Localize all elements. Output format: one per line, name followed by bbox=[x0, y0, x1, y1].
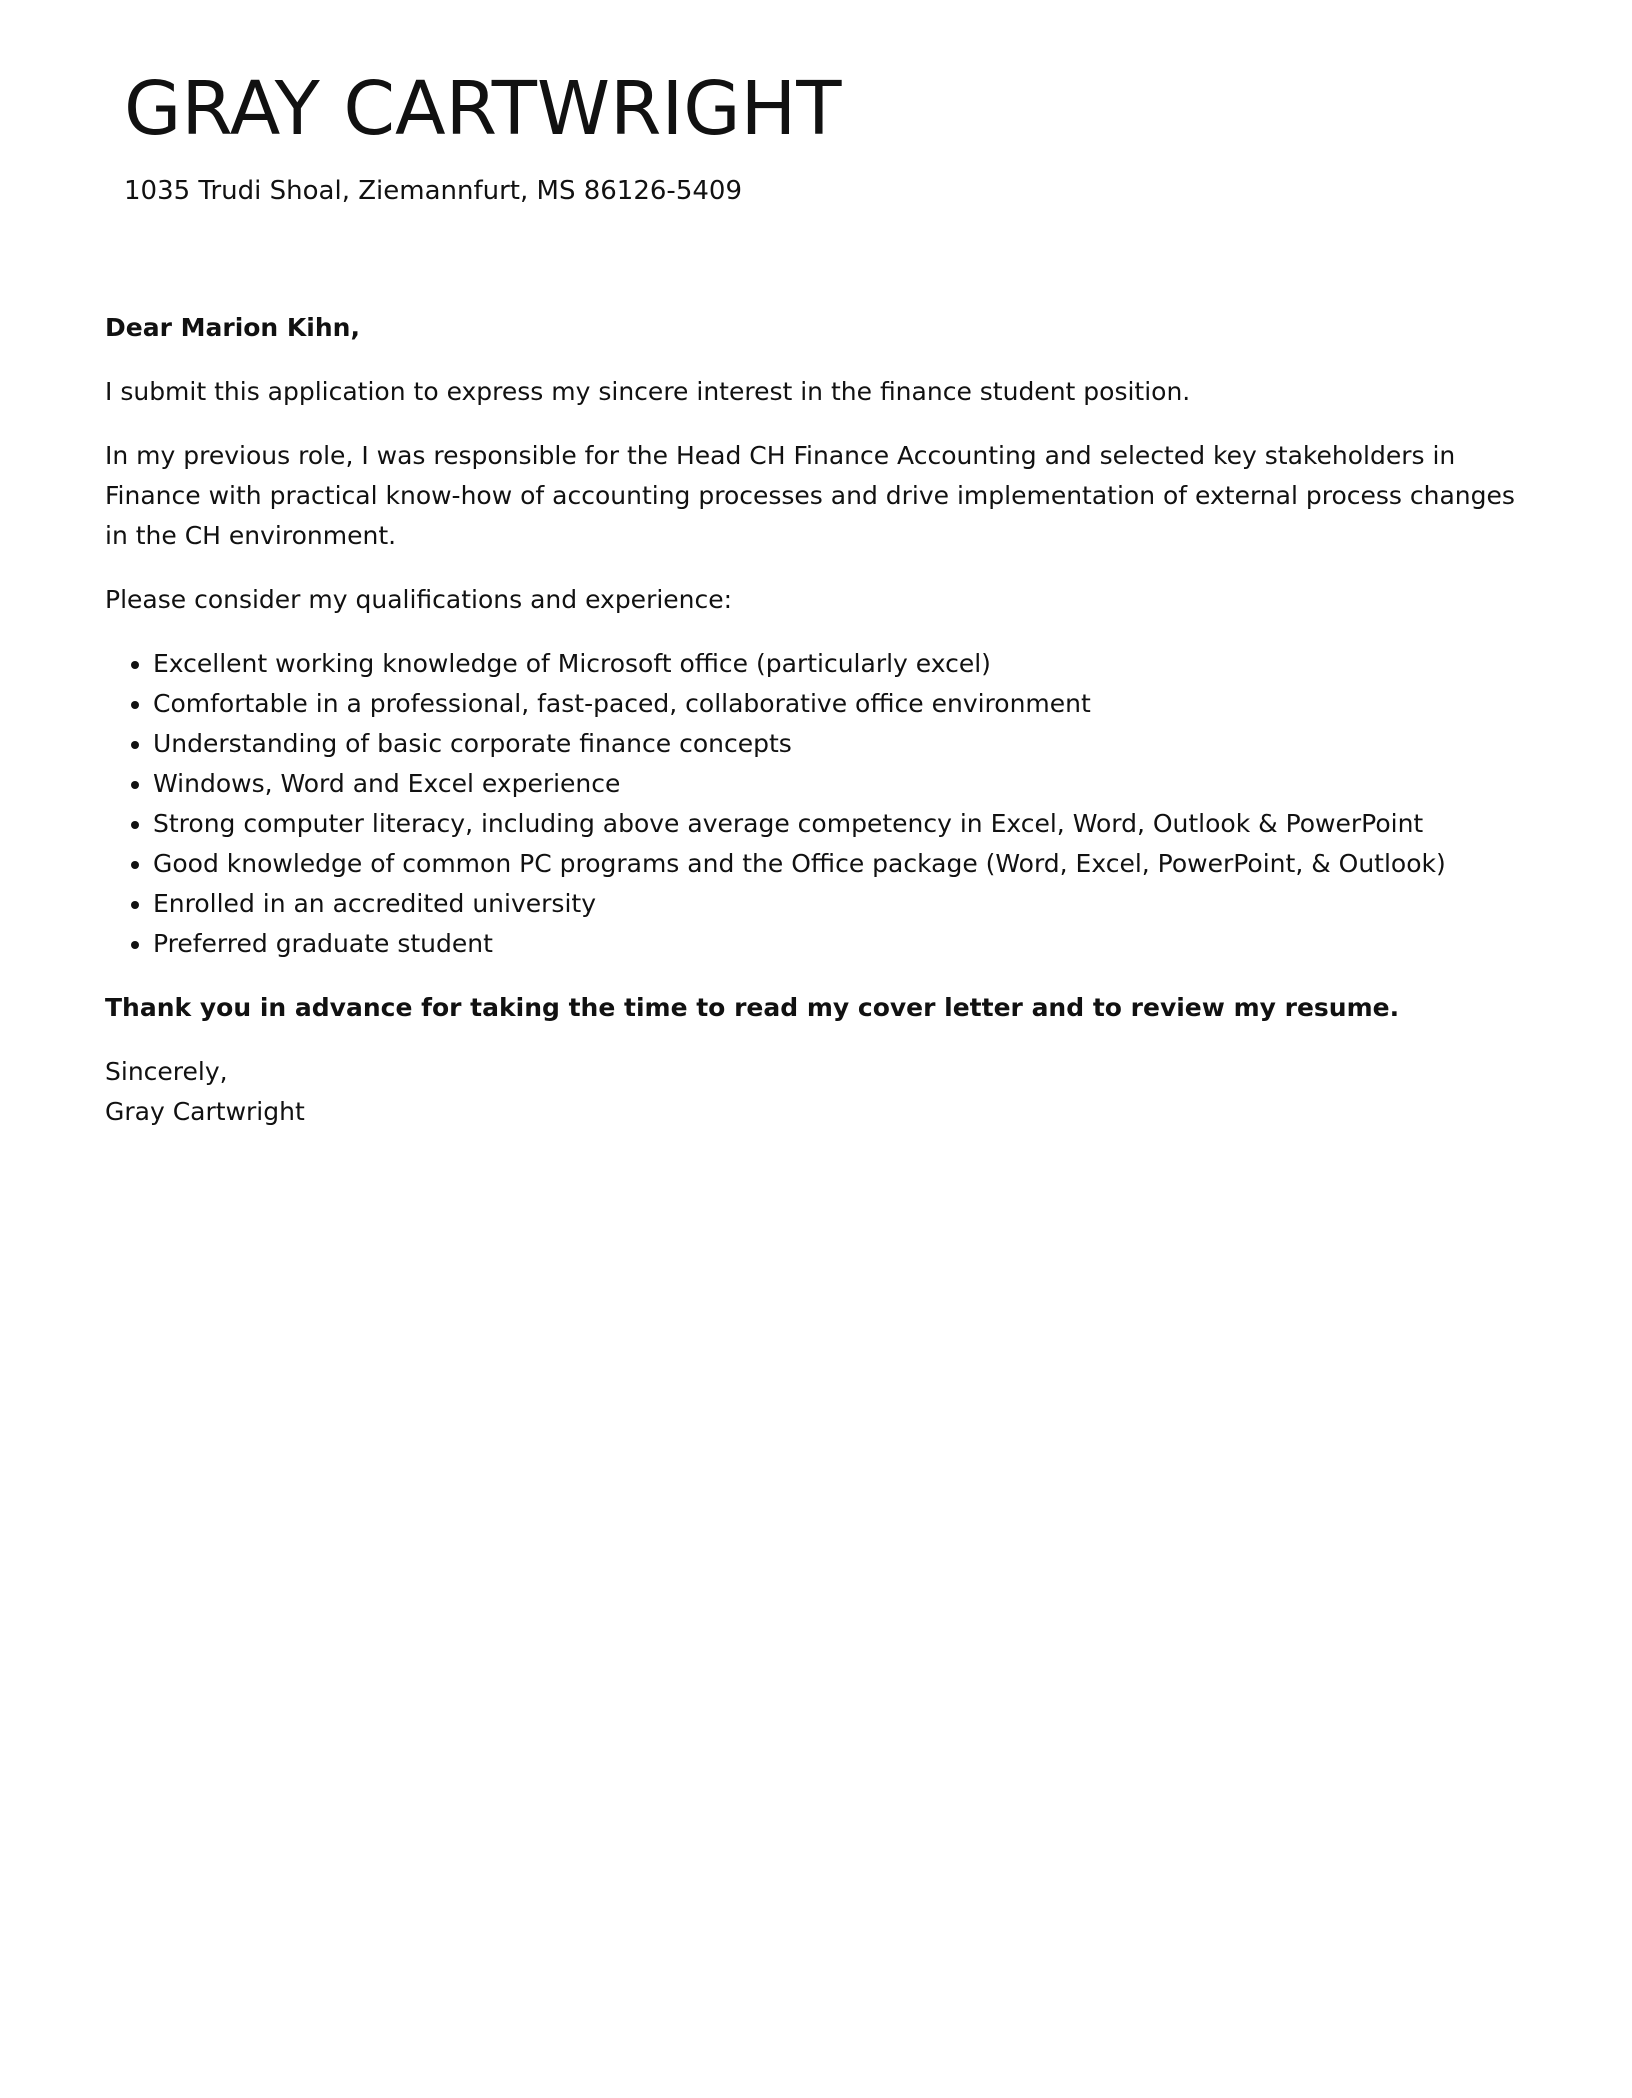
qualification-item: • Strong computer literacy, including above average competency in Excel, Word, Outlook & PowerPoint bbox=[153, 804, 1545, 844]
letter-header bbox=[124, 66, 1524, 207]
applicant-address: 1035 Trudi Shoal, Ziemannfurt, MS 86126-5409 bbox=[124, 176, 742, 206]
qualification-item: • Comfortable in a professional, fast-paced, collaborative office environment bbox=[153, 684, 1545, 724]
thank-you-paragraph: Thank you in advance for taking the time to read my cover letter and to review my resume. bbox=[105, 993, 1400, 1022]
signoff bbox=[105, 1052, 1545, 1132]
qualifications-intro: Please consider my qualifications and experience: bbox=[105, 585, 733, 614]
qualifications-list bbox=[105, 644, 1545, 964]
letter-body bbox=[105, 308, 1545, 1132]
applicant-name: GRAY CARTWRIGHT bbox=[124, 66, 842, 152]
qualification-item: • Understanding of basic corporate finance concepts bbox=[153, 724, 1545, 764]
signature-name: Gray Cartwright bbox=[105, 1097, 305, 1126]
closing-text: Sincerely, bbox=[105, 1057, 228, 1086]
qualification-item: • Excellent working knowledge of Microsoft office (particularly excel) bbox=[153, 644, 1545, 684]
qualification-item: • Windows, Word and Excel experience bbox=[153, 764, 1545, 804]
qualification-item: • Enrolled in an accredited university bbox=[153, 884, 1545, 924]
salutation: Dear Marion Kihn, bbox=[105, 313, 360, 342]
qualification-item: • Preferred graduate student bbox=[153, 924, 1545, 964]
intro-paragraph: I submit this application to express my sincere interest in the finance student position. bbox=[105, 377, 1191, 406]
previous-role-paragraph: In my previous role, I was responsible for the Head CH Finance Accounting and selected key stakeholders in Finance with practical know-how of accounting processes and drive implementation of external process changes in the CH environment. bbox=[105, 441, 1515, 550]
qualification-item: • Good knowledge of common PC programs and the Office package (Word, Excel, PowerPoint, & Outlook) bbox=[153, 844, 1545, 884]
